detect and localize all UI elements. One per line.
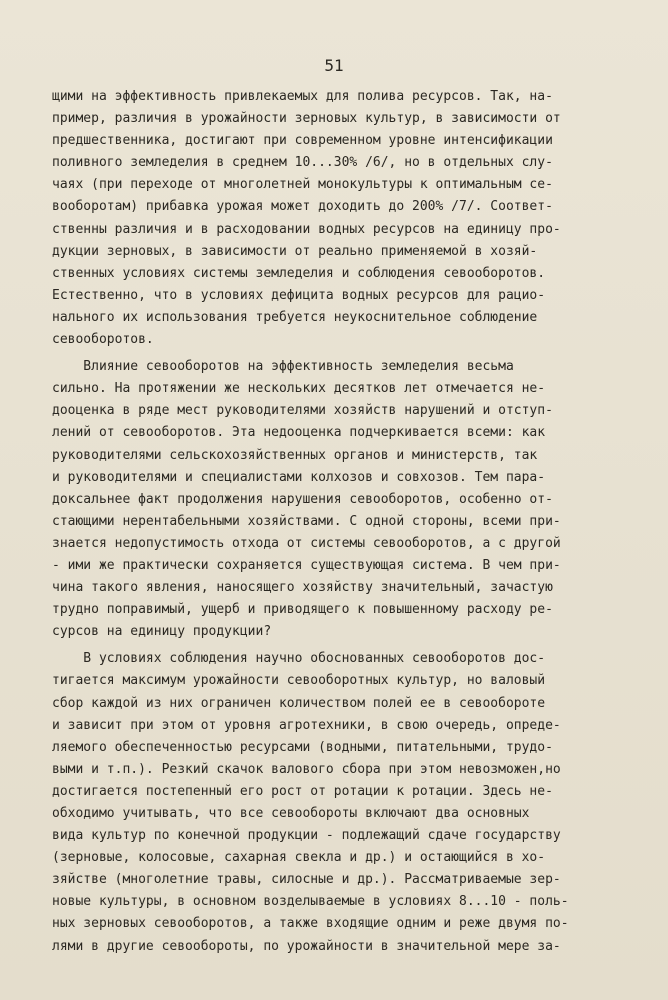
text-line: сильно. На протяжении же нескольких десятков лет отмечается не- [52,381,546,397]
text-line: щими на эффективность привлекаемых для полива ресурсов. Так, на- [52,89,553,104]
text-line: предшественника, достигают при современном уровне интенсификации [52,133,553,149]
text-line: лями в другие севообороты, по урожайности в значительной мере за- [52,938,561,954]
text-line: - ими же практически сохраняется существующая система. В чем при- [52,557,561,573]
text-line: поливного земледелия в среднем 10...30% /6/, но в отдельных слу- [52,155,553,171]
text-line: дукции зерновых, в зависимости от реально применяемой в хозяй- [52,243,538,259]
text-line: чаях (при переходе от многолетней монокультуры к оптимальным се- [52,177,553,193]
text-line: вида культур по конечной продукции - подлежащий сдаче государству [52,828,561,844]
text-line: пример, различия в урожайности зерновых культур, в зависимости от [52,111,561,127]
text-line: ных зерновых севооборотов, а также входящие одним и реже двумя по- [52,916,569,932]
text-line: Влияние севооборотов на эффективность земледелия весьма [52,359,514,375]
text-line: дооценка в ряде мест руководителями хозяйств нарушений и отступ- [52,403,553,419]
text-line: обходимо учитывать, что все севообороты включают два основных [52,806,530,821]
text-line: доксальнее факт продолжения нарушения севооборотов, особенно от- [52,491,553,507]
text-line: нального их использования требуется неукоснительное соблюдение [52,309,538,325]
text-line: руководителями сельскохозяйственных органов и министерств, так [52,447,538,463]
text-line: ственны различия и в расходовании водных ресурсов на единицу про- [52,221,561,237]
text-line: (зерновые, колосовые, сахарная свекла и др.) и остающийся в хо- [52,850,546,866]
text-line: В условиях соблюдения научно обоснованных севооборотов дос- [52,651,546,667]
text-line: ственных условиях системы земледелия и соблюдения севооборотов. [52,265,546,281]
text-line: лений от севооборотов. Эта недооценка подчеркивается всеми: как [52,425,546,441]
text-line: чина такого явления, наносящего хозяйству значительный, зачастую [52,580,553,596]
text-line: выми и т.п.). Резкий скачок валового сбора при этом невозможен,но [52,761,561,777]
text-line: знается недопустимость отхода от системы севооборотов, а с другой [52,535,561,551]
paragraph [52,648,622,957]
text-line: сбор каждой из них ограничен количеством полей ее в севообороте [52,695,546,711]
text-line: тигается максимум урожайности севооборотных культур, но валовый [52,673,546,689]
text-line: сурсов на единицу продукции? [52,624,272,640]
text-line: Естественно, что в условиях дефицита водных ресурсов для рацио- [52,287,546,303]
text-line: и руководителями и специалистами колхозов и совхозов. Тем пара- [52,469,546,485]
text-line: новые культуры, в основном возделываемые в условиях 8...10 - поль- [52,894,569,910]
text-line: трудно поправимый, ущерб и приводящего к повышенному расходу ре- [52,602,553,618]
page-number: 51 [324,56,344,75]
text-line: достигается постепенный его рост от ротации к ротации. Здесь не- [52,783,553,799]
paragraph [52,356,622,643]
text-line: стающими нерентабельными хозяйствами. С одной стороны, всеми при- [52,513,561,529]
paragraph [52,86,622,351]
text-line: вооборотам) прибавка урожая может доходить до 200% /7/. Соответ- [52,199,553,215]
body-text [52,86,622,958]
text-line: севооборотов. [52,332,154,348]
text-line: ляемого обеспеченностью ресурсами (водными, питательными, трудо- [52,739,553,755]
text-line: зяйстве (многолетние травы, силосные и др.). Рассматриваемые зер- [52,872,561,888]
text-line: и зависит при этом от уровня агротехники, в свою очередь, опреде- [52,717,561,733]
